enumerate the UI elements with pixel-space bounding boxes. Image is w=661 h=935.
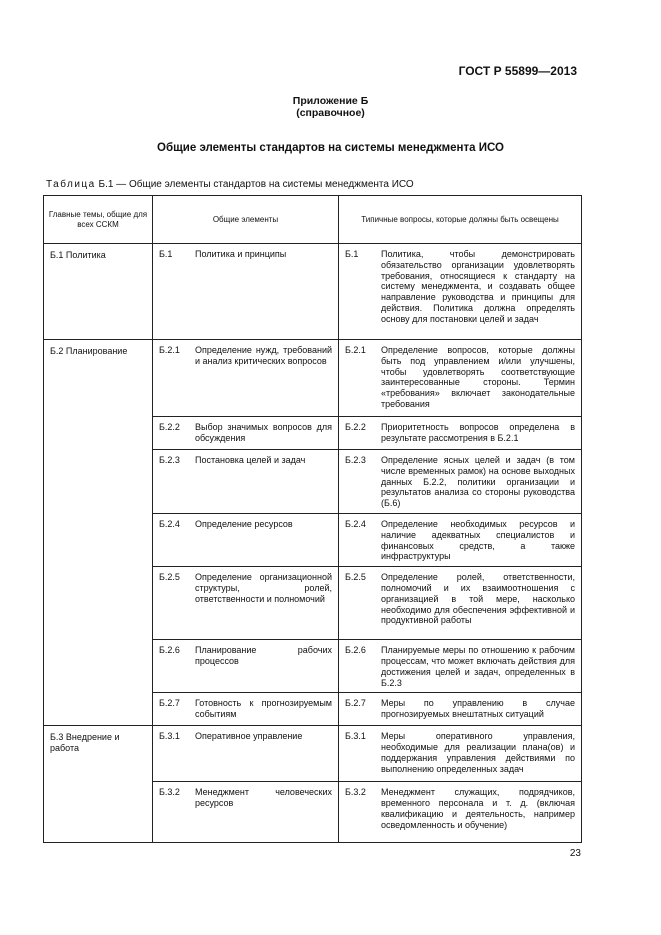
appendix-heading xyxy=(0,95,661,119)
element-code: Б.2.1 xyxy=(159,345,180,355)
table-row xyxy=(44,244,582,340)
header-themes: Главные темы, общие для всех ССКМ xyxy=(44,196,153,244)
element-cell xyxy=(153,782,339,843)
question-cell xyxy=(339,340,582,417)
question-text: Политика, чтобы демонстрировать обязательство организации удовлетворять требования, относящиеся к стандарту на систему менеджмента, и создавать общее направление руководства и принципы для действия. Политика должна определять основу для постановки целей и задач xyxy=(381,249,575,324)
question-code: Б.2.2 xyxy=(345,422,366,432)
question-code: Б.3.2 xyxy=(345,787,366,798)
element-code: Б.2.2 xyxy=(159,422,180,432)
question-cell xyxy=(339,693,582,726)
element-text: Готовность к прогнозируемым событиям xyxy=(195,698,332,720)
table-body xyxy=(44,244,582,843)
appendix-subtitle: (справочное) xyxy=(296,107,365,119)
element-cell xyxy=(153,726,339,782)
question-cell xyxy=(339,726,582,782)
question-text: Определение необходимых ресурсов и наличие адекватных специалистов и финансовых средств, а также инфраструктуры xyxy=(381,518,575,562)
table-caption-prefix: Таблица xyxy=(46,179,96,190)
appendix-title: Приложение Б xyxy=(292,95,369,107)
element-cell xyxy=(153,450,339,514)
question-text: Меры оперативного управления, необходимые для реализации плана(ов) и поддержания управления действиями по выполнению определенных задач xyxy=(381,731,575,774)
theme-cell: Б.3 Внедрение и работа xyxy=(44,726,153,843)
question-code: Б.3.1 xyxy=(345,731,366,742)
element-cell xyxy=(153,693,339,726)
question-cell xyxy=(339,450,582,514)
question-cell xyxy=(339,640,582,693)
standard-number: ГОСТ Р 55899—2013 xyxy=(458,64,577,78)
question-cell xyxy=(339,513,582,566)
element-text: Определение организационной структуры, ролей, ответственности и полномочий xyxy=(195,572,332,604)
theme-cell: Б.2 Планирование xyxy=(44,340,153,726)
element-text: Постановка целей и задач xyxy=(195,455,306,465)
table-row xyxy=(44,726,582,782)
element-text: Выбор значимых вопросов для обсуждения xyxy=(195,422,332,443)
page-number: 23 xyxy=(569,848,581,859)
element-cell xyxy=(153,640,339,693)
element-code: Б.2.7 xyxy=(159,698,180,709)
element-code: Б.3.2 xyxy=(159,787,180,798)
table-caption-text: Б.1 — Общие элементы стандартов на системы менеджмента ИСО xyxy=(98,179,414,190)
question-text: Менеджмент служащих, подрядчиков, временного персонала и т. д. (включая квалификацию и деятельность, например осведомленность и обучение) xyxy=(381,787,575,830)
element-text: Планирование рабочих процессов xyxy=(195,645,332,666)
question-text: Планируемые меры по отношению к рабочим процессам, что может включать действия для достижения целей и задач, определенных в Б.2.3 xyxy=(381,645,575,688)
element-cell xyxy=(153,567,339,640)
question-cell xyxy=(339,244,582,340)
element-code: Б.2.3 xyxy=(159,455,180,465)
question-text: Определение ролей, ответственности, полномочий и их взаимоотношения с организацией в той мере, насколько необходимо для обеспечения эффективной и продуктивной работы xyxy=(381,572,575,626)
header-elements: Общие элементы xyxy=(153,196,339,244)
element-text: Определение нужд, требований и анализ критических вопросов xyxy=(195,345,332,366)
question-code: Б.2.7 xyxy=(345,698,366,709)
element-cell xyxy=(153,417,339,450)
question-cell xyxy=(339,417,582,450)
question-text: Определение ясных целей и задач (в том числе временных рамок) на основе выходных данных Б.2.2, политики организации и результатов анализа со стороны руководства (Б.6) xyxy=(381,455,575,509)
element-text: Оперативное управление xyxy=(195,731,303,742)
table-header-row xyxy=(44,196,582,244)
question-text: Меры по управлению в случае прогнозируемых внештатных ситуаций xyxy=(381,698,575,720)
question-cell xyxy=(339,782,582,843)
element-cell xyxy=(153,244,339,340)
question-code: Б.2.5 xyxy=(345,572,366,583)
element-cell xyxy=(153,340,339,417)
element-text: Менеджмент человеческих ресурсов xyxy=(195,787,332,809)
element-code: Б.2.4 xyxy=(159,518,180,529)
question-code: Б.2.4 xyxy=(345,518,366,529)
element-code: Б.2.6 xyxy=(159,645,180,656)
element-text: Определение ресурсов xyxy=(195,518,293,529)
question-code: Б.2.3 xyxy=(345,455,366,465)
question-cell xyxy=(339,567,582,640)
question-code: Б.2.1 xyxy=(345,345,366,355)
element-text: Политика и принципы xyxy=(195,249,287,259)
table-row xyxy=(44,340,582,417)
element-code: Б.1 xyxy=(159,249,173,259)
element-cell xyxy=(153,513,339,566)
question-text: Определение вопросов, которые должны быть под управлением и/или улучшены, чтобы удовлетворять соответствующие заинтересованные стороны. Термин «требования» включает законодательные требования xyxy=(381,345,575,409)
document-title: Общие элементы стандартов на системы менеджмента ИСО xyxy=(157,142,504,154)
elements-table xyxy=(43,195,582,843)
question-text: Приоритетность вопросов определена в результате рассмотрения в Б.2.1 xyxy=(381,422,575,443)
element-code: Б.3.1 xyxy=(159,731,180,742)
theme-cell: Б.1 Политика xyxy=(44,244,153,340)
question-code: Б.1 xyxy=(345,249,359,259)
question-code: Б.2.6 xyxy=(345,645,366,656)
header-questions: Типичные вопросы, которые должны быть освещены xyxy=(339,196,582,244)
element-code: Б.2.5 xyxy=(159,572,180,583)
table-caption xyxy=(46,179,414,190)
